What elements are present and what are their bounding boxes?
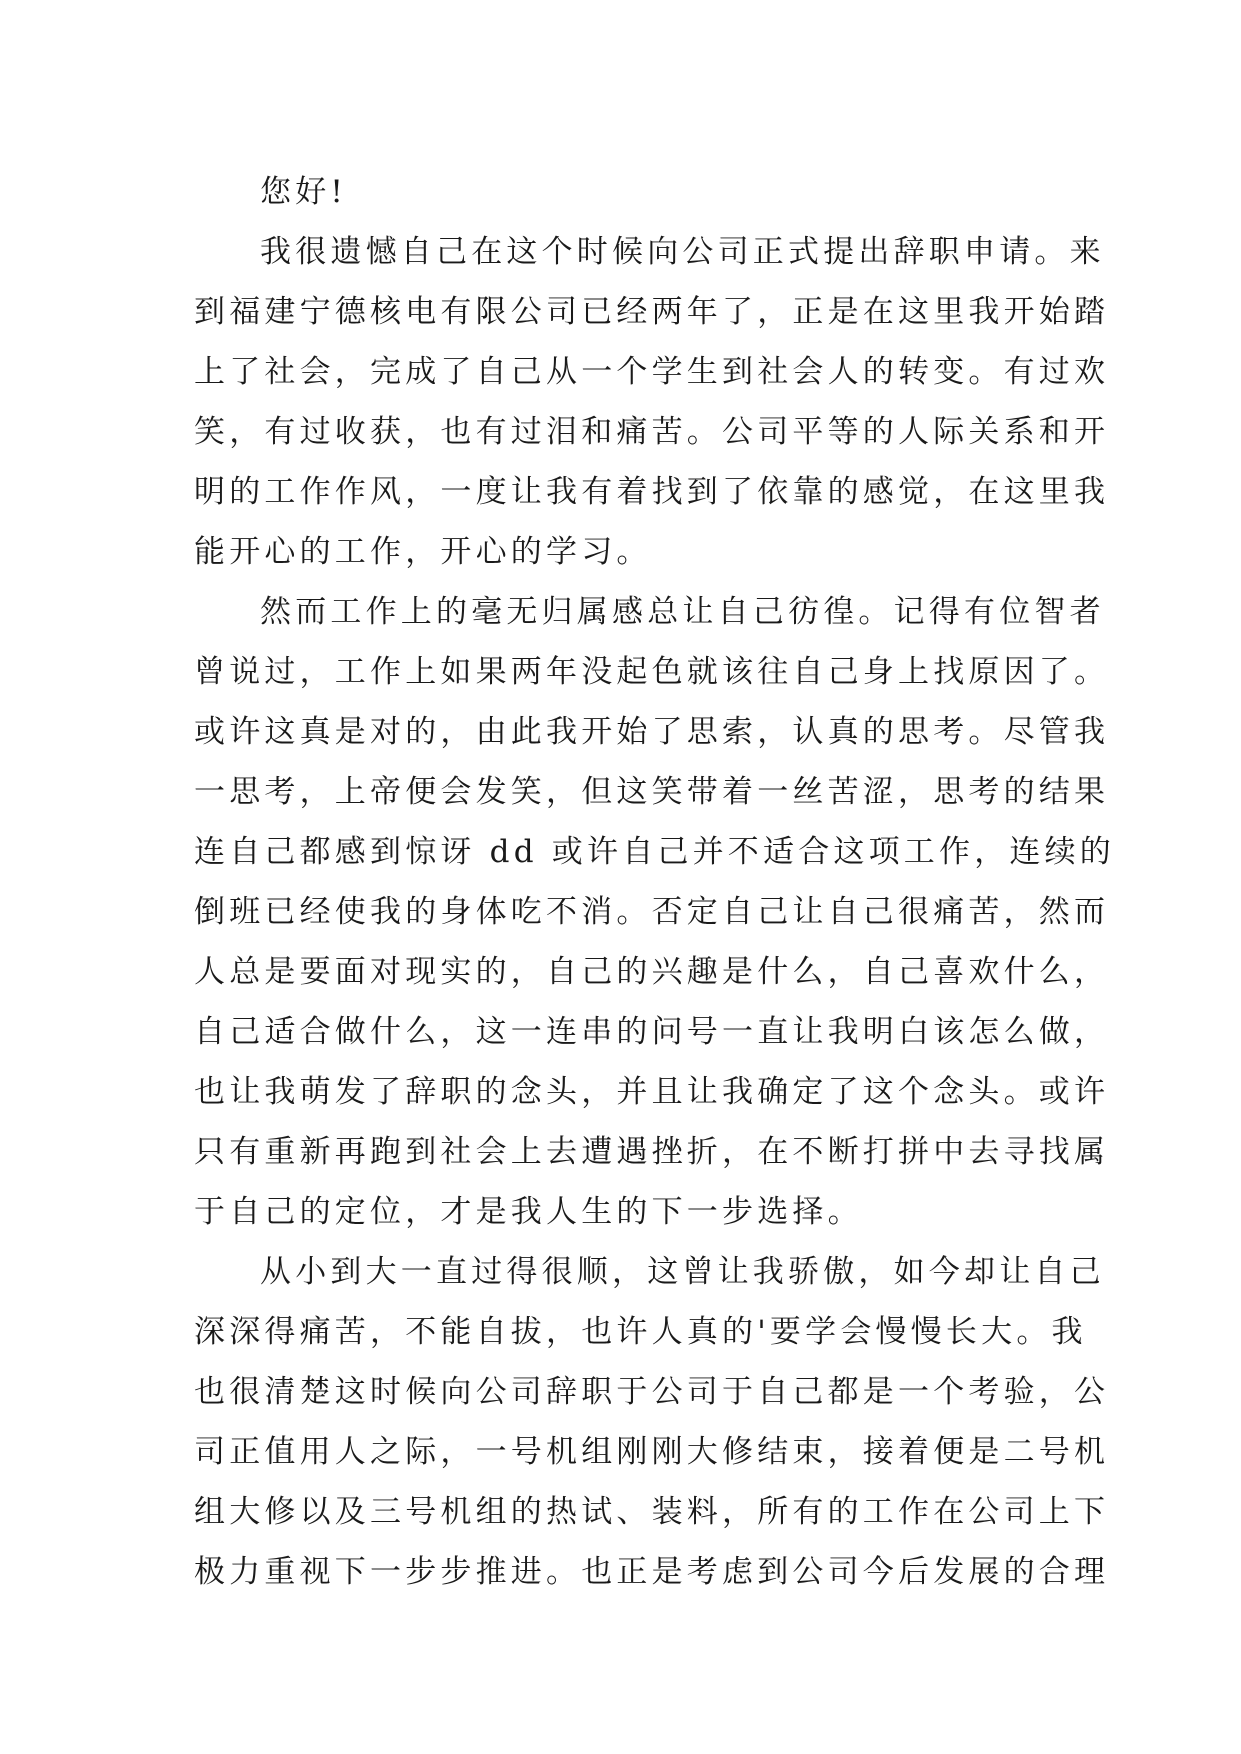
text-line: 笑，有过收获，也有过泪和痛苦。公司平等的人际关系和开 — [194, 414, 1110, 450]
text-line: 深深得痛苦，不能自拔，也许人真的'要学会慢慢长大。我 — [194, 1314, 1087, 1350]
salutation-line: 您好! — [260, 174, 348, 210]
text-line: 于自己的定位，才是我人生的下一步选择。 — [194, 1194, 863, 1230]
text-line: 然而工作上的毫无归属感总让自己彷徨。记得有位智者 — [260, 594, 1105, 630]
text-line: 也很清楚这时候向公司辞职于公司于自己都是一个考验，公 — [194, 1374, 1110, 1410]
text-line: 或许这真是对的，由此我开始了思索，认真的思考。尽管我 — [194, 714, 1110, 750]
text-line: 上了社会，完成了自己从一个学生到社会人的转变。有过欢 — [194, 354, 1110, 390]
text-line: 到福建宁德核电有限公司已经两年了，正是在这里我开始踏 — [194, 294, 1110, 330]
text-line: 明的工作作风，一度让我有着找到了依靠的感觉，在这里我 — [194, 474, 1110, 510]
text-line: 只有重新再跑到社会上去遭遇挫折，在不断打拼中去寻找属 — [194, 1134, 1110, 1170]
text-line: 也让我萌发了辞职的念头，并且让我确定了这个念头。或许 — [194, 1074, 1110, 1110]
text-line: 自己适合做什么，这一连串的问号一直让我明白该怎么做， — [194, 1014, 1110, 1050]
text-line: 我很遗憾自己在这个时候向公司正式提出辞职申请。来 — [260, 234, 1105, 270]
letter-body — [194, 162, 1115, 1602]
text-line: 曾说过，工作上如果两年没起色就该往自己身上找原因了。 — [194, 654, 1110, 690]
text-line: 极力重视下一步步推进。也正是考虑到公司今后发展的合理 — [194, 1554, 1110, 1590]
text-line: 从小到大一直过得很顺，这曾让我骄傲，如今却让自己 — [260, 1254, 1105, 1290]
text-line: 一思考，上帝便会发笑，但这笑带着一丝苦涩，思考的结果 — [194, 774, 1110, 810]
text-line: 组大修以及三号机组的热试、装料，所有的工作在公司上下 — [194, 1494, 1110, 1530]
text-line: 人总是要面对现实的，自己的兴趣是什么，自己喜欢什么， — [194, 954, 1110, 990]
text-line: 连自己都感到惊讶 dd 或许自己并不适合这项工作，连续的 — [194, 834, 1115, 870]
text-line: 司正值用人之际，一号机组刚刚大修结束，接着便是二号机 — [194, 1434, 1110, 1470]
text-line: 倒班已经使我的身体吃不消。否定自己让自己很痛苦，然而 — [194, 894, 1110, 930]
text-line: 能开心的工作，开心的学习。 — [194, 534, 652, 570]
